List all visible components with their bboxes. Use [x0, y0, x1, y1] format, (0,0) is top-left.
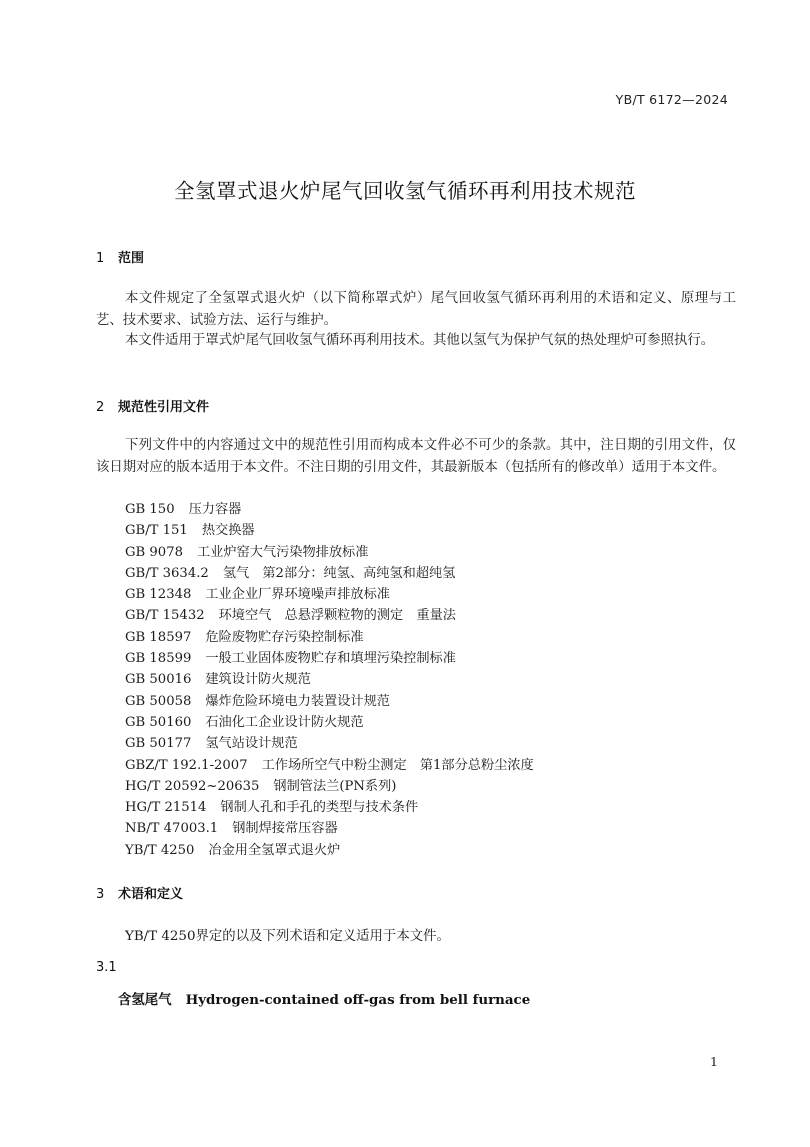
reference-item — [125, 818, 534, 839]
reference-code: GB 18597 — [125, 629, 192, 645]
clause-number: 3.1 — [96, 960, 117, 975]
reference-title: 危险废物贮存污染控制标准 — [205, 629, 364, 645]
reference-code: HG/T 20592~20635 — [125, 778, 260, 794]
reference-title: 工业炉窑大气污染物排放标准 — [196, 544, 369, 560]
section-1-paragraph-1: 本文件规定了全氢罩式退火炉（以下简称罩式炉）尾气回收氢气循环再利用的术语和定义、原理与工艺、技术要求、试验方法、运行与维护。 — [96, 291, 736, 328]
reference-item — [125, 755, 534, 776]
section-1-heading — [96, 247, 144, 266]
page-number: 1 — [710, 1054, 718, 1069]
reference-code: GB 18599 — [125, 651, 192, 667]
section-3-heading — [96, 883, 183, 902]
section-3-title: 术语和定义 — [118, 887, 184, 902]
reference-item — [125, 627, 534, 648]
reference-code: YB/T 4250 — [125, 842, 195, 858]
section-3-intro: YB/T 4250界定的以及下列术语和定义适用于本文件。 — [125, 929, 450, 944]
reference-item — [125, 691, 534, 712]
reference-title: 氢气 第2部分：纯氢、高纯氢和超纯氢 — [222, 565, 456, 581]
reference-code: GB 50016 — [125, 672, 192, 688]
section-3-number: 3 — [96, 887, 105, 902]
reference-code: GB/T 151 — [125, 523, 188, 539]
reference-title: 钢制管法兰(PN系列) — [273, 778, 397, 794]
reference-title: 钢制焊接常压容器 — [232, 821, 338, 837]
section-2-title: 规范性引用文件 — [118, 400, 210, 415]
reference-item — [125, 840, 534, 861]
reference-code: NB/T 47003.1 — [125, 821, 219, 837]
reference-title: 爆炸危险环境电力装置设计规范 — [205, 693, 390, 709]
reference-title: 钢制人孔和手孔的类型与技术条件 — [220, 800, 419, 816]
section-1-number: 1 — [96, 251, 105, 266]
section-1-paragraph-2: 本文件适用于罩式炉尾气回收氢气循环再利用技术。其他以氢气为保护气氛的热处理炉可参照执行。 — [125, 333, 715, 348]
reference-title: 工作场所空气中粉尘测定 第1部分总粉尘浓度 — [261, 757, 534, 773]
reference-code: GB 50058 — [125, 693, 192, 709]
term-english: Hydrogen-contained off-gas from bell furnace — [185, 992, 531, 1008]
reference-title: 压力容器 — [188, 502, 242, 517]
reference-code: GB/T 3634.2 — [125, 565, 209, 581]
reference-title: 热交换器 — [201, 523, 255, 539]
reference-item — [125, 499, 534, 520]
reference-item — [125, 712, 534, 733]
reference-code: GBZ/T 192.1-2007 — [125, 757, 248, 773]
reference-item — [125, 648, 534, 669]
normative-reference-list — [125, 499, 534, 861]
section-1-title: 范围 — [118, 251, 145, 266]
term-entry — [118, 989, 530, 1008]
section-2-heading — [96, 396, 209, 415]
reference-code: GB 12348 — [125, 587, 192, 603]
section-2-number: 2 — [96, 400, 105, 415]
reference-title: 一般工业固体废物贮存和填埋污染控制标准 — [205, 651, 456, 667]
reference-title: 氢气站设计规范 — [205, 736, 298, 752]
standard-code: YB/T 6172—2024 — [615, 92, 728, 107]
reference-code: HG/T 21514 — [125, 800, 207, 816]
reference-item — [125, 733, 534, 754]
reference-item — [125, 776, 534, 797]
reference-title: 石油化工企业设计防火规范 — [205, 714, 364, 730]
reference-title: 工业企业厂界环境噪声排放标准 — [205, 587, 390, 603]
reference-code: GB 150 — [125, 502, 175, 517]
reference-item — [125, 563, 534, 584]
reference-item — [125, 797, 534, 818]
reference-code: GB 9078 — [125, 544, 183, 560]
reference-title: 建筑设计防火规范 — [205, 672, 311, 688]
document-title: 全氢罩式退火炉尾气回收氢气循环再利用技术规范 — [174, 179, 636, 203]
reference-title: 冶金用全氢罩式退火炉 — [208, 842, 341, 858]
reference-title: 环境空气 总悬浮颗粒物的测定 重量法 — [218, 608, 456, 624]
reference-code: GB 50160 — [125, 714, 192, 730]
reference-item — [125, 584, 534, 605]
reference-code: GB 50177 — [125, 736, 192, 752]
reference-code: GB/T 15432 — [125, 608, 205, 624]
reference-item — [125, 542, 534, 563]
term-chinese: 含氢尾气 — [118, 993, 172, 1008]
section-2-intro: 下列文件中的内容通过文中的规范性引用而构成本文件必不可少的条款。其中，注日期的引用文件，仅该日期对应的版本适用于本文件。不注日期的引用文件，其最新版本（包括所有的修改单）适用于本文件。 — [96, 438, 736, 475]
reference-item — [125, 520, 534, 541]
reference-item — [125, 605, 534, 626]
reference-item — [125, 669, 534, 690]
